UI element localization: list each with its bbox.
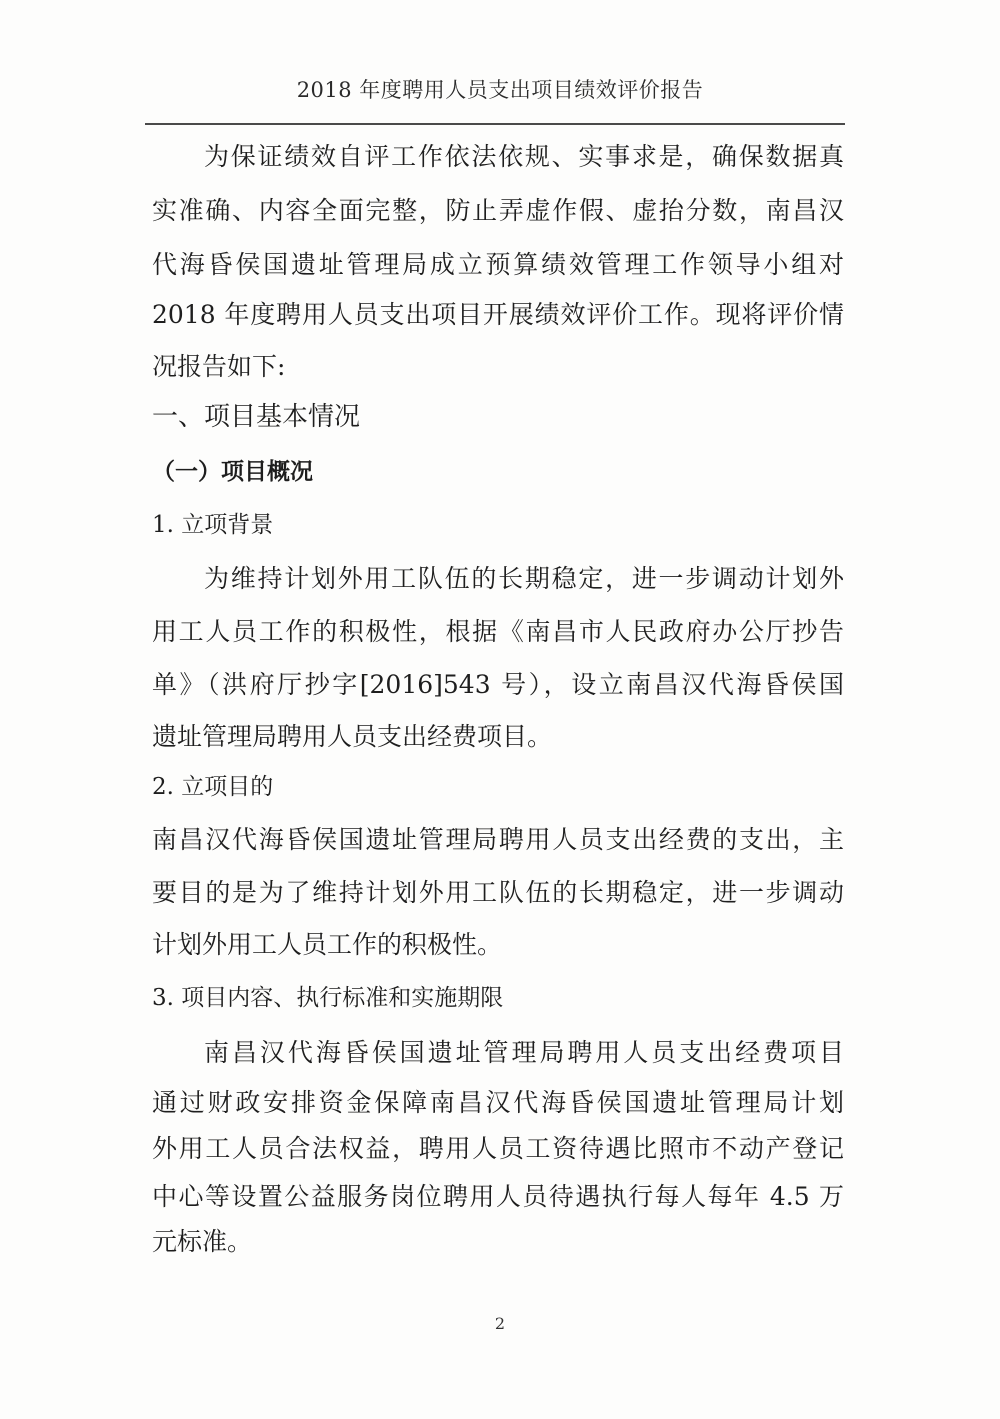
intro-line: 况报告如下: [152, 352, 286, 381]
item-heading: 1. 立项背景 [152, 512, 274, 538]
body-line: 外用工人员合法权益，聘用人员工资待遇比照市不动产登记 [152, 1134, 844, 1163]
report-header-title: 2018 年度聘用人员支出项目绩效评价报告 [296, 78, 704, 102]
intro-line: 代海昏侯国遗址管理局成立预算绩效管理工作领导小组对 [152, 250, 844, 279]
intro-line: 为保证绩效自评工作依法依规、实事求是，确保数据真 [204, 142, 844, 171]
body-line: 南昌汉代海昏侯国遗址管理局聘用人员支出经费项目 [204, 1038, 844, 1067]
body-line: 为维持计划外用工队伍的长期稳定，进一步调动计划外 [204, 564, 844, 593]
body-line: 计划外用工人员工作的积极性。 [152, 930, 503, 959]
body-line: 元标准。 [152, 1227, 253, 1256]
body-line: 通过财政安排资金保障南昌汉代海昏侯国遗址管理局计划 [152, 1088, 844, 1117]
body-line: 南昌汉代海昏侯国遗址管理局聘用人员支出经费的支出，主 [152, 825, 844, 854]
body-line: 要目的是为了维持计划外用工队伍的长期稳定，进一步调动 [152, 878, 844, 907]
intro-line: 实准确、内容全面完整，防止弄虚作假、虚抬分数，南昌汉 [152, 196, 844, 225]
subsection-heading: （一）项目概况 [152, 459, 313, 485]
body-line: 用工人员工作的积极性，根据《南昌市人民政府办公厅抄告 [152, 617, 844, 646]
header-divider [145, 123, 845, 125]
body-line: 单》（洪府厅抄字[2016]543 号），设立南昌汉代海昏侯国 [152, 670, 844, 699]
item-heading: 3. 项目内容、执行标准和实施期限 [152, 985, 504, 1011]
body-line: 中心等设置公益服务岗位聘用人员待遇执行每人每年 4.5 万 [152, 1182, 844, 1211]
item-heading: 2. 立项目的 [152, 774, 274, 800]
intro-line: 2018 年度聘用人员支出项目开展绩效评价工作。现将评价情 [152, 300, 844, 329]
page-number: 2 [494, 1314, 506, 1333]
section-heading: 一、项目基本情况 [152, 402, 361, 432]
body-line: 遗址管理局聘用人员支出经费项目。 [152, 722, 553, 751]
